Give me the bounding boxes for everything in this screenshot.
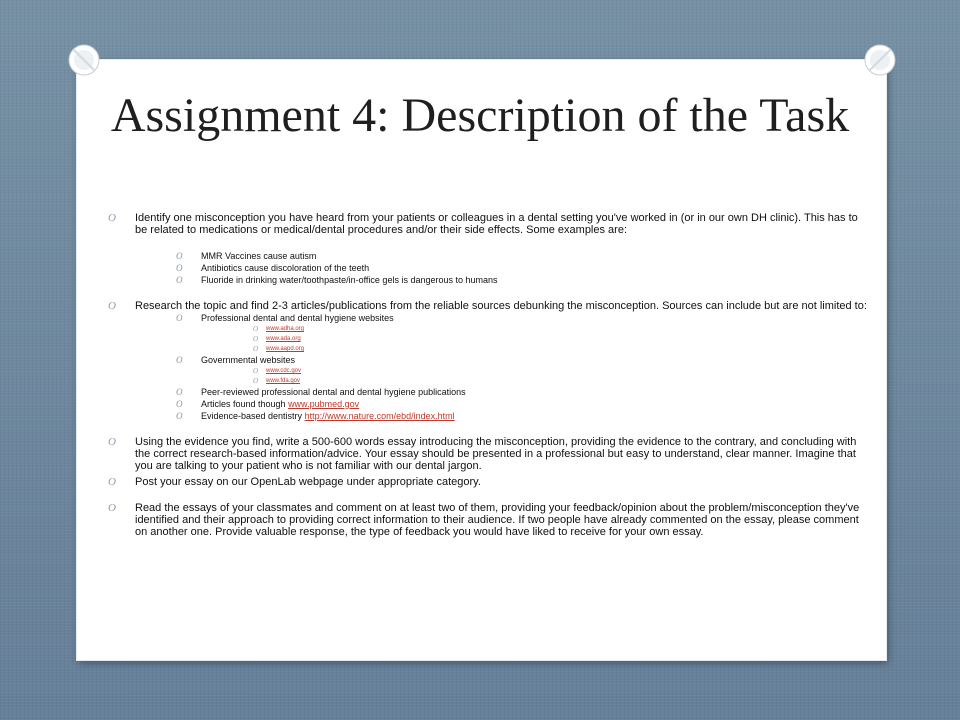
bullet-o-icon: O bbox=[176, 387, 183, 397]
source-link-item bbox=[253, 344, 868, 354]
example-item bbox=[176, 262, 868, 274]
source-category-label: Evidence-based dentistry bbox=[201, 411, 305, 421]
research-text: Research the topic and find 2-3 articles/publications from the reliable sources debunking the misconception. Sources can include but are not limited to: bbox=[135, 300, 867, 312]
source-category-label: Peer-reviewed professional dental and dental hygiene publications bbox=[201, 387, 466, 397]
bullet-o-icon: O bbox=[108, 476, 116, 488]
bullet-research bbox=[108, 300, 868, 312]
bullet-o-icon: O bbox=[253, 377, 259, 385]
bullet-o-icon: O bbox=[176, 355, 183, 365]
source-category-label: Governmental websites bbox=[201, 355, 296, 365]
example-item bbox=[176, 274, 868, 286]
bullet-o-icon: O bbox=[108, 212, 116, 224]
essay-text: Using the evidence you find, write a 500-600 words essay introducing the misconception, providing the evidence to the contrary, and concluding with the correct research-based information/advice. Your essay should be presented in a professional but easy to understand, clear manner. Imagine that you are talking to your patient who is not familiar with our dental jargon. bbox=[135, 436, 857, 472]
link-cdc[interactable]: www.cdc.gov bbox=[266, 368, 302, 374]
example-text: MMR Vaccines cause autism bbox=[201, 251, 317, 261]
bullet-read bbox=[108, 502, 868, 538]
link-adha[interactable]: www.adha.org bbox=[266, 326, 305, 332]
read-text: Read the essays of your classmates and comment on at least two of them, providing your feedback/opinion about the problem/misconception they've identified and their approach to providing correct information to their audience. If two people have already commented on the essay, please comment on another one. Provide valuable response, the type of feedback you would have liked to receive for your own essay. bbox=[135, 502, 860, 538]
source-category-pubmed bbox=[176, 398, 868, 410]
link-aapd[interactable]: www.aapd.org bbox=[266, 346, 305, 352]
source-link-item bbox=[253, 376, 868, 386]
bullet-o-icon: O bbox=[176, 411, 183, 421]
source-link-item bbox=[253, 324, 868, 334]
source-category-peer-reviewed bbox=[176, 386, 868, 398]
source-category-label: Articles found though bbox=[201, 399, 289, 409]
source-category-ebd bbox=[176, 410, 868, 422]
bullet-o-icon: O bbox=[176, 399, 183, 409]
link-nature-ebd[interactable]: http://www.nature.com/ebd/index.html bbox=[304, 411, 455, 421]
bullet-o-icon: O bbox=[108, 502, 116, 514]
source-link-item bbox=[253, 334, 868, 344]
source-link-item bbox=[253, 366, 868, 376]
pushpin-icon-top-right bbox=[860, 40, 900, 80]
bullet-o-icon: O bbox=[176, 263, 183, 273]
bullet-o-icon: O bbox=[253, 367, 259, 375]
link-pubmed[interactable]: www.pubmed.gov bbox=[288, 399, 360, 409]
source-category-label: Professional dental and dental hygiene websites bbox=[201, 313, 394, 323]
bullet-post bbox=[108, 476, 868, 488]
bullet-o-icon: O bbox=[108, 436, 116, 448]
source-category-governmental bbox=[176, 354, 868, 366]
post-text: Post your essay on our OpenLab webpage under appropriate category. bbox=[135, 476, 481, 488]
slide-content bbox=[108, 212, 868, 538]
bullet-o-icon: O bbox=[176, 251, 183, 261]
bullet-o-icon: O bbox=[108, 300, 116, 312]
bullet-o-icon: O bbox=[253, 345, 259, 353]
link-fda[interactable]: www.fda.gov bbox=[266, 378, 301, 384]
example-item bbox=[176, 250, 868, 262]
bullet-o-icon: O bbox=[253, 335, 259, 343]
bullet-o-icon: O bbox=[176, 275, 183, 285]
bullet-intro bbox=[108, 212, 868, 236]
example-text: Fluoride in drinking water/toothpaste/in-office gels is dangerous to humans bbox=[201, 275, 498, 285]
bullet-essay bbox=[108, 436, 868, 472]
pushpin-icon-top-left bbox=[64, 40, 104, 80]
example-text: Antibiotics cause discoloration of the teeth bbox=[201, 263, 370, 273]
slide-title: Assignment 4: Description of the Task bbox=[110, 89, 850, 142]
source-category-professional bbox=[176, 312, 868, 324]
intro-text: Identify one misconception you have heard from your patients or colleagues in a dental setting you've worked in (or in our own DH clinic). This has to be related to medications or medical/dental procedures and/or their side effects. Some examples are: bbox=[135, 212, 858, 236]
link-ada[interactable]: www.ada.org bbox=[266, 336, 301, 342]
bullet-o-icon: O bbox=[176, 313, 183, 323]
bullet-o-icon: O bbox=[253, 325, 259, 333]
